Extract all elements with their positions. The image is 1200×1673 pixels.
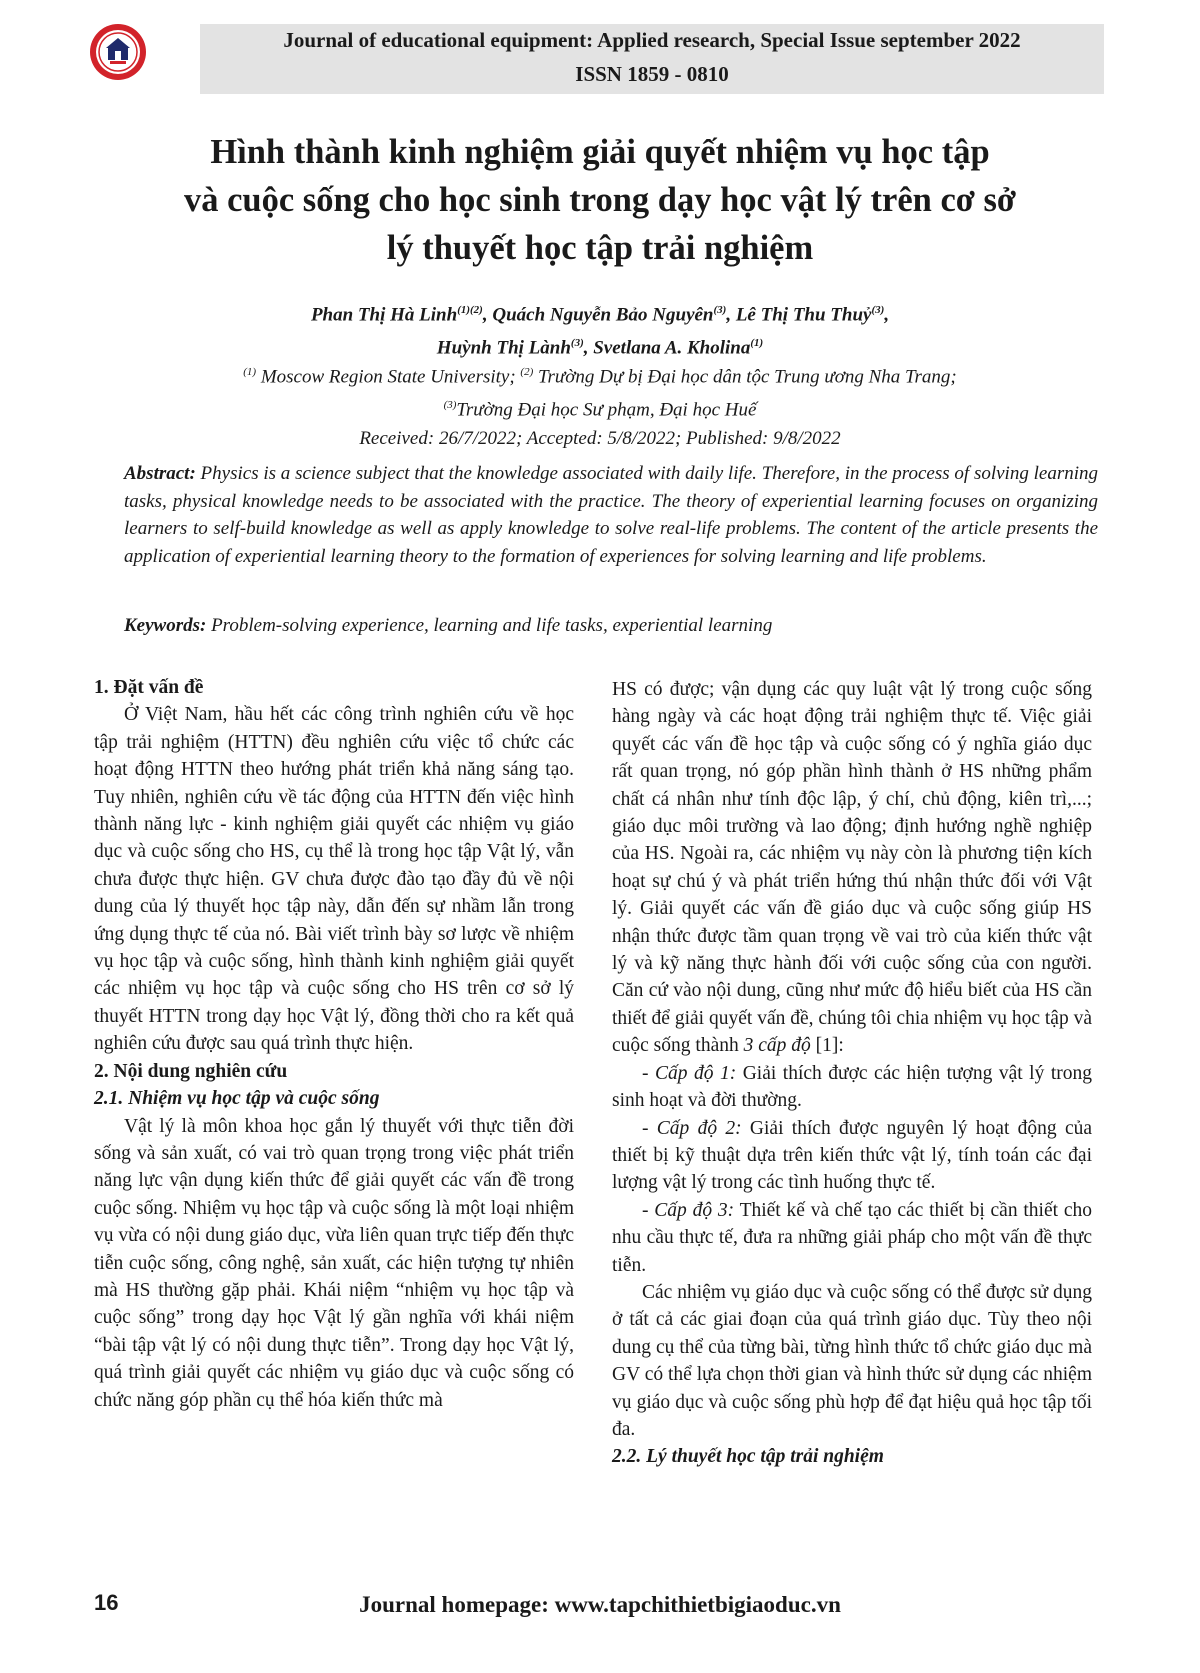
section-heading: 2. Nội dung nghiên cứu — [94, 1060, 288, 1082]
affiliation: Trường Dự bị Đại học dân tộc Trung ương Nha Trang; — [533, 366, 957, 388]
affiliations — [100, 358, 1100, 453]
author-affil-ref: (3) — [570, 337, 584, 350]
affiliation: Trường Đại học Sư phạm, Đại học Huế — [456, 399, 757, 421]
publication-dates: Received: 26/7/2022; Accepted: 5/8/2022; Published: 9/8/2022 — [359, 427, 841, 449]
author-affil-ref: (1)(2) — [457, 304, 483, 316]
list-item — [612, 1115, 1092, 1197]
list-item-text: Giải thích được các hiện tượng vật lý trong sinh hoạt và đời thường. — [612, 1062, 1093, 1112]
abstract — [124, 460, 1098, 570]
affil-ref: (1) — [243, 366, 257, 378]
affil-ref: (2) — [520, 366, 534, 378]
title-line: và cuộc sống cho học sinh trong dạy học vật lý trên cơ sở — [183, 181, 1017, 219]
author-name: Quách Nguyễn Bảo Nguyên — [492, 304, 714, 326]
journal-name: Journal of educational equipment: Applied research, Special Issue september 2022 — [283, 28, 1021, 52]
author-name: Svetlana A. Kholina — [593, 337, 751, 359]
journal-header — [200, 24, 1104, 94]
author-name: Huỳnh Thị Lành — [436, 337, 571, 359]
paragraph — [612, 676, 1092, 1060]
affiliation-line — [100, 358, 1100, 391]
abstract-text: Physics is a science subject that the knowledge associated with daily life. Therefore, in the process of solving learning tasks, physical knowledge needs to be associated with the practice. The theory of experiential learning focuses on organizing learners to self-build knowledge as well as apply knowledge to solve real-life problems. The content of the article presents the application of experiential learning theory to the formation of experiences for solving learning and life problems. — [124, 463, 1098, 567]
paragraph: Ở Việt Nam, hầu hết các công trình nghiên cứu về học tập trải nghiệm (HTTN) đều nghiên cứu việc tổ chức các hoạt động HTTN theo hướng phát triển khả năng sáng tạo. Tuy nhiên, nghiên cứu về tác động của HTTN đến việc hình thành năng lực - kinh nghiệm giải quyết các nhiệm vụ giáo dục và cuộc sống cho HS, cụ thể là trong học tập Vật lý, vẫn chưa được thực hiện. GV chưa được đào tạo đầy đủ về nội dung của lý thuyết học tập này, dẫn đến sự nhầm lẫn trong ứng dụng thực tế của nó. Bài viết trình bày sơ lược về nhiệm vụ học tập và cuộc sống, hình thành kinh nghiệm giải quyết các nhiệm vụ học tập và cuộc sống cho HS trên cơ sở lý thuyết HTTN trong dạy học Vật lý, đồng thời cho ra kết quả nghiên cứu được sau quá trình thực hiện. — [94, 704, 574, 1055]
keywords — [124, 612, 1098, 639]
author-line: Huỳnh Thị Lành$^{(3)}$, Svetlana A. Kholina$^{(1)}$ — [436, 337, 764, 359]
keywords-label: Keywords: — [124, 615, 207, 636]
affiliation-line — [100, 391, 1100, 424]
list-item-label: - Cấp độ 1: — [642, 1062, 737, 1084]
title-line: Hình thành kinh nghiệm giải quyết nhiệm vụ học tập — [210, 133, 990, 171]
paragraph: Vật lý là môn khoa học gắn lý thuyết với thực tiễn đời sống và sản xuất, có vai trò quan trọng trong việc phát triển năng lực vận dụng kiến thức để giải quyết các vấn đề trong cuộc sống. Nhiệm vụ học tập và cuộc sống là một loại nhiệm vụ vừa có nội dung giáo dục, vừa liên quan trực tiếp đến thực tiễn cuộc sống, công nghệ, sản xuất, các hiện tượng tự nhiên mà HS thường gặp phải. Khái niệm “nhiệm vụ học tập và cuộc sống” trong dạy học Vật lý gần nghĩa với khái niệm “bài tập vật lý có nội dung thực tiễn”. Trong dạy học Vật lý, quá trình giải quyết các nhiệm vụ giáo dục và cuộc sống có chức năng góp phần cụ thể hóa kiến thức mà — [94, 1115, 574, 1411]
title-line: lý thuyết học tập trải nghiệm — [386, 229, 814, 267]
journal-seal-logo — [88, 22, 148, 82]
paragraph: Các nhiệm vụ giáo dục và cuộc sống có thể được sử dụng ở tất cả các giai đoạn của quá trình giáo dục. Tùy theo nội dung cụ thể của từng bài, từng hình thức tổ chức giáo dục mà GV có thể lựa chọn thời gian và hình thức sử dụng các nhiệm vụ giáo dục và cuộc sống phù hợp để đạt hiệu quả học tập tối đa. — [612, 1281, 1092, 1440]
paragraph-text: [1]: — [810, 1035, 844, 1057]
paragraph-text: HS có được; vận dụng các quy luật vật lý trong cuộc sống hàng ngày và các hoạt động trải nghiệm thực tế. Việc giải quyết các vấn đề học tập và cuộc sống có ý nghĩa giáo dục rất quan trọng, nó góp phần hình thành ở HS những phẩm chất cá nhân như tính độc lập, ý chí, chủ động, kiên trì,...; giáo dục môi trường và lao động; định hướng nghề nghiệp của HS. Ngoài ra, các nhiệm vụ này còn là phương tiện kích hoạt sự chú ý và phát triển hứng thú nhận thức đối với Vật lý. Giải quyết các vấn đề giáo dục và cuộc sống giúp HS nhận thức được tầm quan trọng về vai trò của kiến thức vật lý và kỹ năng thực hành đối với cuộc sống của con người. Căn cứ vào nội dung, cũng như mức độ hiểu biết của HS cần thiết để giải quyết vấn đề, chúng tôi chia nhiệm vụ học tập và cuộc sống thành — [612, 679, 1092, 1057]
affiliation: Moscow Region State University; — [256, 366, 521, 388]
author-name: Lê Thị Thu Thuỷ — [735, 304, 872, 326]
left-column — [94, 674, 574, 1414]
author-line: Phan Thị Hà Linh$^{(1)(2)}$, Quách Nguyễn Bảo Nguyên$^{(3)}$, Lê Thị Thu Thuỷ$^{(3)}$, — [310, 304, 890, 326]
abstract-label: Abstract: — [124, 463, 196, 484]
issn: ISSN 1859 - 0810 — [575, 62, 729, 86]
list-item-label: - Cấp độ 3: — [642, 1199, 735, 1221]
article-title — [100, 128, 1100, 272]
subsection-heading: 2.1. Nhiệm vụ học tập và cuộc sống — [94, 1088, 380, 1110]
author-list — [100, 296, 1100, 363]
list-item-text: Thiết kế và chế tạo các thiết bị cần thiết cho nhu cầu thực tế, đưa ra những giải pháp cho một vấn đề thực tiễn. — [612, 1199, 1092, 1276]
right-column — [612, 676, 1092, 1471]
author-affil-ref: (3) — [871, 304, 885, 316]
list-item-text: Giải thích được nguyên lý hoạt động của thiết bị kỹ thuật dựa trên kiến thức vật lý, tính toán các đại lượng vật lý trong các tình huống thực tế. — [612, 1117, 1092, 1194]
list-item-label: - Cấp độ 2: — [642, 1117, 742, 1139]
author-affil-ref: (3) — [713, 304, 727, 316]
section-heading: 1. Đặt vấn đề — [94, 677, 204, 698]
author-affil-ref: (1) — [750, 337, 764, 350]
affil-ref: (3) — [443, 399, 457, 412]
list-item — [612, 1060, 1092, 1115]
list-item — [612, 1197, 1092, 1279]
author-name: Phan Thị Hà Linh — [310, 304, 458, 326]
journal-homepage: Journal homepage: www.tapchithietbigiaoduc.vn — [359, 1592, 841, 1617]
subsection-heading: 2.2. Lý thuyết học tập trải nghiệm — [612, 1446, 884, 1468]
keywords-text: Problem-solving experience, learning and life tasks, experiential learning — [206, 615, 773, 636]
page-number: 16 — [94, 1590, 119, 1615]
paragraph-emphasis: 3 cấp độ — [743, 1035, 811, 1057]
